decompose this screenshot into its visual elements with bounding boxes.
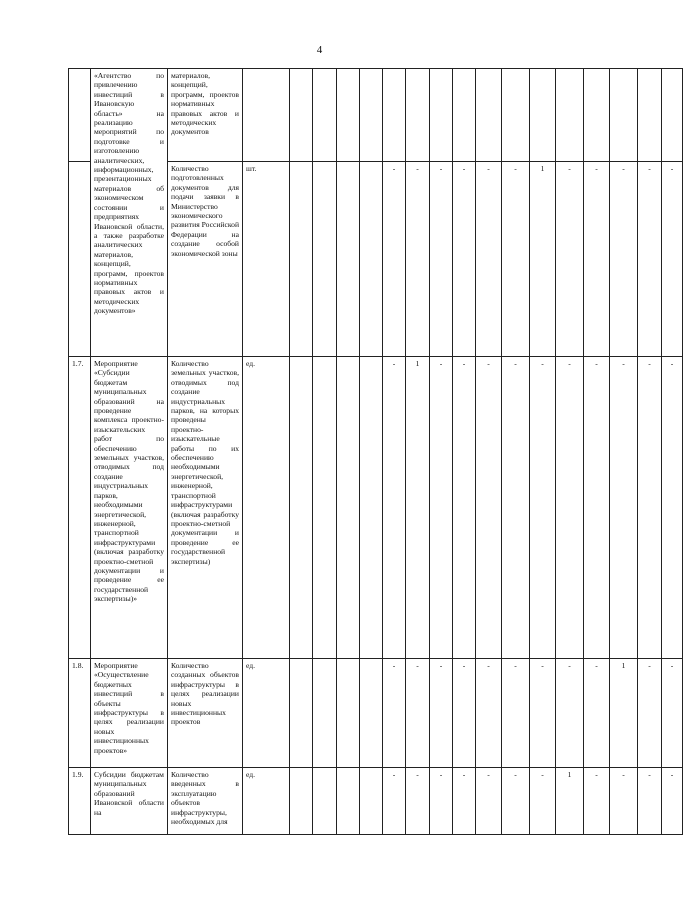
value-cell: - <box>662 162 683 357</box>
value-cell: - <box>502 357 530 659</box>
value-cell: - <box>610 162 638 357</box>
row-number <box>69 69 91 162</box>
value-cell <box>337 162 360 357</box>
unit <box>243 69 290 162</box>
value-cell <box>556 69 584 162</box>
unit: ед. <box>243 659 290 768</box>
row-number: 1.7. <box>69 357 91 659</box>
value-cell <box>476 69 502 162</box>
event-description: Субсидии бюджетам муниципальных образований Ивановской области на <box>91 768 168 835</box>
row-number: 1.9. <box>69 768 91 835</box>
value-cell: - <box>453 162 476 357</box>
value-cell: - <box>530 768 556 835</box>
value-cell: - <box>430 357 453 659</box>
value-cell <box>383 69 406 162</box>
value-cell: - <box>610 768 638 835</box>
value-cell: - <box>383 162 406 357</box>
value-cell: - <box>453 768 476 835</box>
value-cell <box>360 659 383 768</box>
indicator-name: Количество введенных в эксплуатацию объектов инфраструктуры, необходимых для <box>168 768 243 835</box>
unit: шт. <box>243 162 290 357</box>
value-cell <box>313 357 337 659</box>
unit: ед. <box>243 357 290 659</box>
value-cell <box>430 69 453 162</box>
row-number <box>69 162 91 357</box>
value-cell <box>290 659 313 768</box>
value-cell: - <box>502 768 530 835</box>
value-cell: - <box>610 357 638 659</box>
value-cell: - <box>662 768 683 835</box>
value-cell: - <box>476 162 502 357</box>
value-cell <box>406 69 430 162</box>
value-cell <box>360 357 383 659</box>
value-cell <box>502 69 530 162</box>
value-cell: - <box>502 162 530 357</box>
value-cell: - <box>430 659 453 768</box>
event-description: Мероприятие «Субсидии бюджетам муниципальных образований на проведение комплекса проектно-изыскательских работ по обеспечению земельных участков, отводимых под создание индустриальных парков, необходимыми энергетической, инженерной, транспортной инфраструктурами (включая разработку проектно-сметной документации и проведение ее государственной экспертизы)» <box>91 357 168 659</box>
value-cell <box>290 357 313 659</box>
value-cell: - <box>453 357 476 659</box>
value-cell <box>313 162 337 357</box>
value-cell: 1 <box>406 357 430 659</box>
value-cell: - <box>662 357 683 659</box>
value-cell: - <box>556 162 584 357</box>
value-cell: 1 <box>610 659 638 768</box>
value-cell <box>638 69 662 162</box>
value-cell: - <box>406 659 430 768</box>
value-cell: 1 <box>556 768 584 835</box>
value-cell <box>360 69 383 162</box>
value-cell <box>662 69 683 162</box>
indicators-table <box>68 68 683 835</box>
value-cell <box>337 768 360 835</box>
table-row <box>69 659 683 768</box>
value-cell: - <box>476 357 502 659</box>
value-cell <box>313 659 337 768</box>
value-cell: - <box>476 659 502 768</box>
value-cell <box>337 659 360 768</box>
value-cell <box>290 69 313 162</box>
unit: ед. <box>243 768 290 835</box>
indicator-name: Количество земельных участков, отводимых под создание индустриальных парков, на которых проведены проектно-изыскательные работы по их обеспечению необходимыми энергетической, инженерной, транспортной инфраструктурами (включая разработку проектно-сметной документации и проведение ее государственной экспертизы) <box>168 357 243 659</box>
value-cell: - <box>383 768 406 835</box>
page-number: 4 <box>316 44 323 56</box>
value-cell: - <box>638 357 662 659</box>
value-cell: - <box>430 768 453 835</box>
indicator-name: материалов, концепций, программ, проектов нормативных правовых актов и методических документов <box>168 69 243 162</box>
value-cell <box>610 69 638 162</box>
value-cell: - <box>638 162 662 357</box>
value-cell: - <box>556 357 584 659</box>
event-description: «Агентство по привлечению инвестиций в Ивановскую область» на реализацию мероприятий по подготовке и изготовлению аналитических, информационных, презентационных материалов об экономическом состоянии и предприятиях Ивановской области, а также разработке аналитических материалов, концепций, программ, проектов нормативных правовых актов и методических документов» <box>91 69 168 357</box>
value-cell: - <box>662 659 683 768</box>
value-cell: - <box>584 357 610 659</box>
value-cell <box>453 69 476 162</box>
value-cell: - <box>556 659 584 768</box>
value-cell: - <box>453 659 476 768</box>
value-cell: - <box>584 659 610 768</box>
value-cell: - <box>638 659 662 768</box>
value-cell: - <box>383 357 406 659</box>
value-cell: - <box>406 768 430 835</box>
value-cell: - <box>638 768 662 835</box>
table-row <box>69 69 683 162</box>
value-cell <box>313 768 337 835</box>
value-cell: - <box>502 659 530 768</box>
value-cell <box>530 69 556 162</box>
row-number: 1.8. <box>69 659 91 768</box>
value-cell <box>337 357 360 659</box>
value-cell: - <box>530 659 556 768</box>
event-description: Мероприятие «Осуществление бюджетных инвестиций в объекты инфраструктуры в целях реализации новых инвестиционных проектов» <box>91 659 168 768</box>
value-cell <box>290 768 313 835</box>
value-cell: - <box>476 768 502 835</box>
value-cell: - <box>584 162 610 357</box>
value-cell: - <box>406 162 430 357</box>
value-cell <box>360 162 383 357</box>
table-row <box>69 768 683 835</box>
value-cell <box>290 162 313 357</box>
indicator-name: Количество созданных объектов инфраструктуры в целях реализации новых инвестиционных проектов <box>168 659 243 768</box>
table-row <box>69 357 683 659</box>
value-cell: - <box>430 162 453 357</box>
value-cell: 1 <box>530 162 556 357</box>
value-cell: - <box>530 357 556 659</box>
value-cell: - <box>383 659 406 768</box>
value-cell: - <box>584 768 610 835</box>
indicator-name: Количество подготовленных документов для подачи заявки в Министерство экономического развития Российской Федерации на создание особой экономической зоны <box>168 162 243 357</box>
value-cell <box>313 69 337 162</box>
value-cell <box>337 69 360 162</box>
value-cell <box>584 69 610 162</box>
value-cell <box>360 768 383 835</box>
